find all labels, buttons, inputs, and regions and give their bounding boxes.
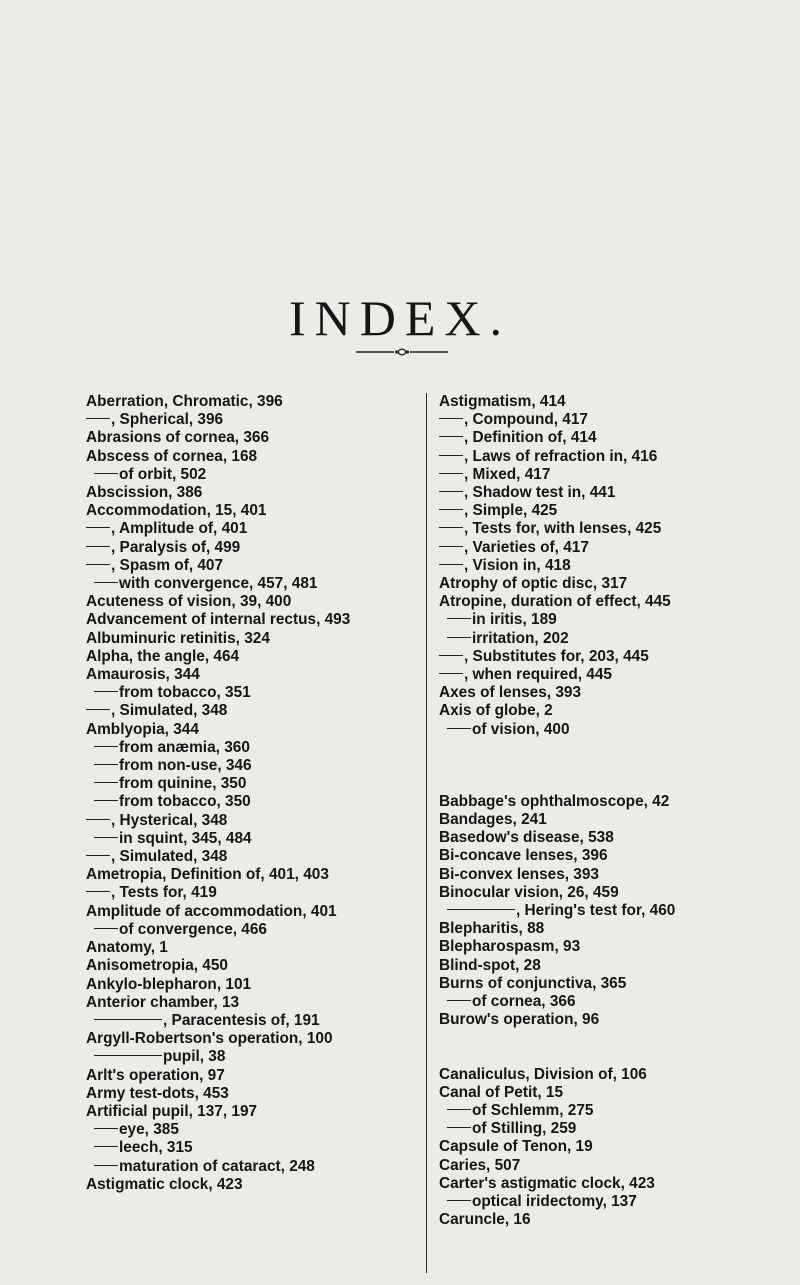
index-section-a	[439, 393, 791, 739]
ditto-dash	[447, 637, 471, 638]
index-entry-text: Canal of Petit, 15	[439, 1083, 564, 1101]
index-entry-text: leech, 315	[119, 1139, 193, 1157]
index-entry	[439, 411, 791, 429]
index-entry	[439, 793, 791, 811]
index-entry-text: Axis of globe, 2	[439, 702, 553, 720]
index-entry	[86, 520, 438, 538]
ditto-dash	[439, 509, 463, 510]
ditto-dash	[86, 819, 110, 820]
index-entry	[86, 611, 436, 629]
index-entry	[439, 593, 791, 611]
ditto-dash	[94, 1165, 118, 1166]
index-entry	[86, 1139, 438, 1157]
index-entry-text: Abscess of cornea, 168	[86, 447, 258, 465]
index-entry-text: from anæmia, 360	[119, 738, 250, 756]
index-entry	[86, 702, 438, 720]
index-entry-text: Arlt's operation, 97	[86, 1066, 225, 1084]
index-entry	[439, 648, 791, 666]
index-entry-text: Blind-spot, 28	[439, 956, 541, 974]
index-entry-text: Burow's operation, 96	[439, 1011, 600, 1029]
index-entry	[86, 1067, 438, 1085]
index-entry-text: Astigmatic clock, 423	[86, 1175, 243, 1193]
index-entry	[86, 775, 438, 793]
index-entry	[439, 1138, 791, 1156]
ditto-dash	[94, 473, 118, 474]
ditto-dash	[447, 909, 515, 910]
index-entry	[439, 502, 791, 520]
index-entry-text: , Hysterical, 348	[111, 811, 228, 829]
index-entry-text: Albuminuric retinitis, 324	[86, 629, 270, 647]
section-gap	[439, 1030, 791, 1048]
index-entry-text: Advancement of internal rectus, 493	[86, 611, 351, 629]
ditto-dash	[94, 1146, 118, 1147]
index-entry	[86, 848, 438, 866]
index-entry-text: Abrasions of cornea, 366	[86, 429, 270, 447]
index-entry-text: Anterior chamber, 13	[86, 993, 240, 1011]
index-entry-text: , Amplitude of, 401	[111, 520, 248, 538]
index-entry	[86, 994, 438, 1012]
index-entry-text: Accommodation, 15, 401	[86, 502, 267, 520]
ditto-dash	[447, 1127, 471, 1128]
index-entry-text: Ametropia, Definition of, 401, 403	[86, 866, 329, 884]
index-entry-text: , Tests for, 419	[111, 884, 217, 902]
index-entry	[86, 684, 438, 702]
index-entry	[439, 902, 791, 920]
ditto-dash	[439, 473, 463, 474]
index-entry-text: of orbit, 502	[119, 465, 207, 483]
index-entry-text: Argyll-Robertson's operation, 100	[86, 1030, 333, 1048]
index-entry-text: , Hering's test for, 460	[516, 902, 676, 920]
index-entry	[86, 1048, 438, 1066]
index-entry	[439, 575, 791, 593]
index-entry-text: , Substitutes for, 203, 445	[464, 647, 649, 665]
index-entry	[86, 502, 438, 520]
index-entry	[86, 866, 438, 884]
index-entry-text: , Paracentesis of, 191	[163, 1011, 320, 1029]
index-entry	[439, 429, 791, 447]
index-entry	[439, 684, 791, 702]
index-entry-text: Acuteness of vision, 39, 400	[86, 593, 292, 611]
index-entry	[86, 939, 438, 957]
index-entry-text: maturation of cataract, 248	[119, 1157, 315, 1175]
ditto-dash	[94, 1019, 162, 1020]
index-entry-text: Amblyopia, 344	[86, 720, 199, 738]
ditto-dash	[447, 728, 471, 729]
index-entry-text: Burns of conjunctiva, 365	[439, 974, 627, 992]
index-entry-text: , Laws of refraction in, 416	[464, 447, 658, 465]
index-entry-text: , Compound, 417	[464, 411, 588, 429]
index-entry-text: irritation, 202	[472, 629, 569, 647]
index-entry-text: Amplitude of accommodation, 401	[86, 902, 337, 920]
index-entry	[86, 666, 438, 684]
ditto-dash	[86, 546, 110, 547]
index-entry	[439, 811, 791, 829]
index-entry	[86, 575, 438, 593]
index-entry	[439, 702, 791, 720]
index-entry	[86, 648, 438, 666]
index-entry	[86, 630, 438, 648]
ditto-dash	[94, 764, 118, 765]
index-entry	[439, 721, 791, 739]
ditto-dash	[439, 527, 463, 528]
index-entry-text: , Spasm of, 407	[111, 556, 224, 574]
index-entry	[439, 993, 791, 1011]
index-entry-text: eye, 385	[119, 1121, 179, 1139]
ditto-dash	[94, 1055, 162, 1056]
ditto-dash	[86, 709, 110, 710]
index-entry-text: Army test-dots, 453	[86, 1084, 229, 1102]
index-entry	[86, 884, 438, 902]
index-entry	[86, 393, 438, 411]
ditto-dash	[86, 418, 110, 419]
index-entry-text: , Mixed, 417	[464, 465, 551, 483]
ditto-dash	[94, 928, 118, 929]
index-entry	[439, 630, 791, 648]
index-entry-text: Babbage's ophthalmoscope, 42	[439, 792, 670, 810]
index-entry-text: Axes of lenses, 393	[439, 684, 582, 702]
index-entry	[439, 520, 791, 538]
ditto-dash	[94, 837, 118, 838]
index-entry	[86, 593, 438, 611]
index-entry-text: Bandages, 241	[439, 811, 547, 829]
index-entry-text: Aberration, Chromatic, 396	[86, 393, 283, 410]
ditto-dash	[447, 1109, 471, 1110]
ditto-dash	[94, 691, 118, 692]
section-gap	[439, 775, 791, 793]
index-entry	[439, 920, 791, 938]
index-entry-text: , Definition of, 414	[464, 429, 597, 447]
index-entry-text: from tobacco, 350	[119, 793, 251, 811]
index-entry	[86, 1103, 438, 1121]
ditto-dash	[94, 800, 118, 801]
index-entry	[439, 1211, 791, 1229]
index-entry	[86, 830, 438, 848]
ditto-dash	[439, 491, 463, 492]
index-entry-text: Abscission, 386	[86, 484, 203, 502]
index-entry-text: of Schlemm, 275	[472, 1101, 594, 1119]
index-entry-text: of Stilling, 259	[472, 1120, 577, 1138]
index-entry-text: Carter's astigmatic clock, 423	[439, 1174, 655, 1192]
index-entry	[86, 1176, 438, 1194]
index-entry-text: in squint, 345, 484	[119, 829, 252, 847]
index-entry-text: , Shadow test in, 441	[464, 484, 616, 502]
ditto-dash	[94, 782, 118, 783]
ditto-dash	[447, 618, 471, 619]
index-entry	[86, 812, 438, 830]
index-entry	[439, 1157, 791, 1175]
index-entry-text: , Varieties of, 417	[464, 538, 589, 556]
index-entry-text: of convergence, 466	[119, 920, 267, 938]
index-entry	[86, 921, 438, 939]
index-entry-text: of vision, 400	[472, 720, 570, 738]
section-gap	[439, 757, 791, 775]
index-entry-text: , Paralysis of, 499	[111, 538, 241, 556]
index-entry-text: Caries, 507	[439, 1156, 521, 1174]
index-entry	[86, 1121, 438, 1139]
index-entry	[86, 1158, 438, 1176]
index-entry-text: Alpha, the angle, 464	[86, 647, 240, 665]
index-entry-text: Blepharitis, 88	[439, 920, 545, 938]
index-entry	[439, 666, 791, 684]
index-entry-text: Basedow's disease, 538	[439, 829, 614, 847]
index-entry	[86, 721, 438, 739]
index-entry-text: , Tests for, with lenses, 425	[464, 520, 662, 538]
index-entry	[439, 448, 791, 466]
column-divider	[426, 393, 427, 1273]
index-entry-text: Amaurosis, 344	[86, 666, 200, 684]
index-entry-text: Bi-convex lenses, 393	[439, 865, 599, 883]
ditto-dash	[447, 1200, 471, 1201]
index-entry-text: Atrophy of optic disc, 317	[439, 575, 628, 593]
index-entry	[86, 1030, 438, 1048]
index-entry	[86, 539, 438, 557]
index-section-c	[439, 1066, 791, 1230]
ditto-dash	[86, 564, 110, 565]
index-entry	[86, 466, 438, 484]
index-entry	[439, 957, 791, 975]
index-entry-text: Atropine, duration of effect, 445	[439, 593, 671, 611]
index-entry-text: with convergence, 457, 481	[119, 575, 318, 593]
index-entry	[86, 757, 438, 775]
index-entry-text: from quinine, 350	[119, 775, 247, 793]
ditto-dash	[94, 582, 118, 583]
ditto-dash	[439, 655, 463, 656]
ditto-dash	[439, 436, 463, 437]
ditto-dash	[439, 564, 463, 565]
ditto-dash	[439, 455, 463, 456]
section-gap	[439, 739, 791, 757]
ditto-dash	[86, 891, 110, 892]
ditto-dash	[439, 418, 463, 419]
ditto-dash	[86, 855, 110, 856]
index-entry-text: from tobacco, 351	[119, 684, 251, 702]
index-entry	[86, 557, 438, 575]
index-entry	[86, 429, 438, 447]
ditto-dash	[439, 546, 463, 547]
page-title: INDEX.	[288, 290, 512, 346]
index-entry	[439, 484, 791, 502]
index-entry-text: Blepharospasm, 93	[439, 938, 581, 956]
index-entry-text: in iritis, 189	[472, 611, 557, 629]
index-entry-text: from non-use, 346	[119, 757, 252, 775]
index-entry-text: Anisometropia, 450	[86, 957, 228, 975]
index-entry-text: Artificial pupil, 137, 197	[86, 1102, 258, 1120]
index-entry-text: Ankylo-blepharon, 101	[86, 975, 252, 993]
index-entry	[439, 1084, 791, 1102]
index-entry	[439, 975, 791, 993]
index-entry	[439, 1193, 791, 1211]
ditto-dash	[86, 527, 110, 528]
index-entry	[439, 1011, 791, 1029]
index-entry	[439, 393, 791, 411]
index-entry-text: , Spherical, 396	[111, 411, 224, 429]
index-entry	[439, 1120, 791, 1138]
index-entry	[439, 847, 791, 865]
title-ornament	[356, 348, 448, 356]
ditto-dash	[94, 746, 118, 747]
index-entry	[439, 1066, 791, 1084]
index-entry-text: , Vision in, 418	[464, 556, 571, 574]
index-entry-text: of cornea, 366	[472, 993, 576, 1011]
index-entry	[86, 411, 438, 429]
index-entry-text: Binocular vision, 26, 459	[439, 883, 619, 901]
index-entry-text: Astigmatism, 414	[439, 393, 566, 410]
index-entry	[439, 611, 791, 629]
index-entry-text: pupil, 38	[163, 1048, 226, 1066]
index-entry	[439, 938, 791, 956]
ditto-dash	[94, 1128, 118, 1129]
index-entry	[86, 976, 438, 994]
index-entry	[86, 793, 438, 811]
index-entry	[439, 557, 791, 575]
index-entry-text: , Simulated, 348	[111, 848, 228, 866]
index-entry	[439, 829, 791, 847]
index-entry	[86, 484, 438, 502]
index-entry	[86, 1012, 438, 1030]
index-column-left	[86, 393, 438, 1194]
index-entry-text: Bi-concave lenses, 396	[439, 847, 608, 865]
index-entry-text: , Simple, 425	[464, 502, 558, 520]
section-gap	[439, 1048, 791, 1066]
index-entry	[439, 1102, 791, 1120]
index-entry-text: , Simulated, 348	[111, 702, 228, 720]
index-entry-text: Canaliculus, Division of, 106	[439, 1065, 647, 1083]
ditto-dash	[439, 673, 463, 674]
index-entry	[439, 539, 791, 557]
index-entry	[439, 466, 791, 484]
index-entry	[86, 957, 438, 975]
index-entry	[439, 1175, 791, 1193]
index-entry	[86, 739, 438, 757]
index-entry	[86, 1085, 438, 1103]
index-entry-text: , when required, 445	[464, 666, 612, 684]
index-entry-text: optical iridectomy, 137	[472, 1192, 637, 1210]
index-column-right	[439, 393, 791, 1229]
index-entry-text: Anatomy, 1	[86, 939, 168, 957]
index-entry	[86, 448, 438, 466]
index-entry-text: Capsule of Tenon, 19	[439, 1138, 593, 1156]
index-entry-text: Caruncle, 16	[439, 1211, 531, 1229]
index-entry	[439, 866, 791, 884]
index-entry	[86, 903, 438, 921]
index-section-b	[439, 793, 791, 1030]
ditto-dash	[447, 1000, 471, 1001]
index-entry	[439, 884, 791, 902]
